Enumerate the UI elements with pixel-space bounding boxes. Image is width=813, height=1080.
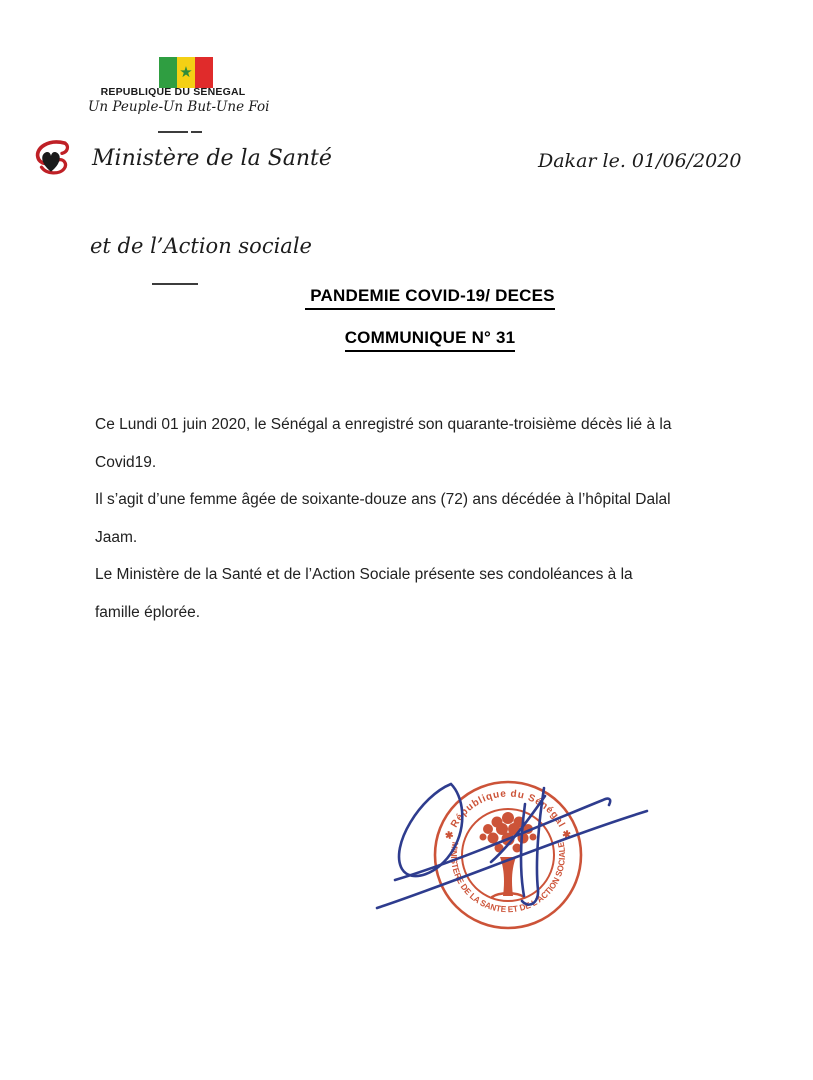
ministry-name-line1: Ministère de la Santé: [92, 146, 332, 171]
paragraph-3-line-1: Le Ministère de la Santé et de l’Action Sociale présente ses condoléances à la: [95, 566, 633, 583]
paragraph-2-line-1: Il s’agit d’une femme âgée de soixante-douze ans (72) ans décédée à l’hôpital Dalal: [95, 491, 671, 508]
place-and-date: Dakar le. 01/06/2020: [538, 150, 742, 172]
stamp-bottom-text: MINISTERE DE LA SANTE ET DE L'ACTION SOCIALE: [448, 840, 568, 915]
divider-line-top: [158, 131, 202, 133]
flag-star-icon: ★: [179, 64, 193, 81]
national-motto: Un Peuple-Un But-Une Foi: [88, 99, 270, 115]
document-title: [47, 286, 813, 310]
body-text: [95, 406, 735, 631]
document-title-text: PANDEMIE COVID-19/ DECES: [305, 286, 554, 310]
stamp-seal: [435, 782, 581, 928]
divider-line-ministry: [152, 283, 198, 285]
country-title: REPUBLIQUE DU SENEGAL: [100, 86, 246, 98]
ministry-health-logo-icon: [30, 138, 72, 176]
paragraph-1-line-2: Covid19.: [95, 453, 157, 471]
paragraph-2-line-2: Jaam.: [95, 528, 138, 546]
stamp-top-text: ✱ République du Sénégal ✱: [443, 788, 573, 842]
paragraph-3-line-2: famille éplorée.: [95, 603, 201, 621]
senegal-flag: [159, 57, 213, 88]
ministry-name-line2: et de l’Action sociale: [90, 234, 312, 258]
paragraph-1-line-1: Ce Lundi 01 juin 2020, le Sénégal a enregistré son quarante-troisième décès lié à la: [95, 416, 672, 433]
baobab-tree-icon: [480, 812, 537, 897]
official-stamp-and-signature: [375, 762, 665, 947]
communique-number-text: COMMUNIQUE N° 31: [345, 328, 516, 352]
communique-number: [47, 328, 813, 352]
